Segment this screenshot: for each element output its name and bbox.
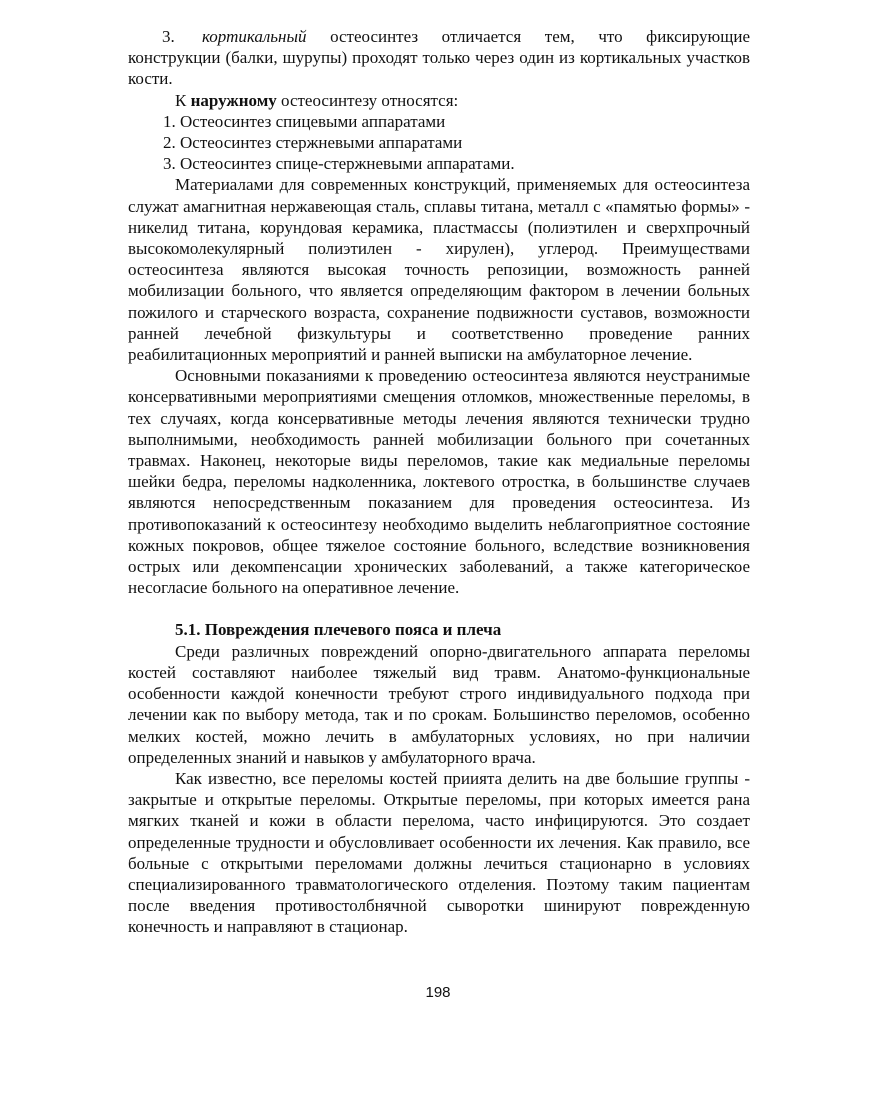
list-item: 3. Остеосинтез спице-стержневыми аппаратами. <box>163 154 515 174</box>
external-intro-prefix: К <box>175 90 191 110</box>
list-item: 1. Остеосинтез спицевыми аппаратами <box>163 111 446 131</box>
section-paragraph-1: Среди различных повреждений опорно-двигательного аппарата переломы костей составляют наиболее тяжелый вид травм. Анатомо-функциональные особенности каждой конечности требуют строго индивидуального подхода при лечении как по выбору метода, так и по срокам. Большинство переломов, особенно мелких костей, можно лечить в амбулаторных условиях, но при наличии определенных знаний и навыков у амбулаторного врача. <box>128 641 750 767</box>
item-3-text: остеосинтез отличается тем, что фиксирующие конструкции (балки, шурупы) проходят только через один из кортикальных участков кости. <box>128 27 750 89</box>
section-paragraph-2: Как известно, все переломы костей приията делить на две большие группы - закрытые и открытые переломы. Открытые переломы, при которых имеется рана мягких тканей и кожи в области перелома, часто инфицируются. Это создает определенные трудности и обусловливает особенности их лечения. Как правило, все больные с открытыми переломами должны лечиться стационарно в условиях специализированного травматологического отделения. Поэтому таким пациентам после введения противостолбнячной сыворотки шинируют поврежденную конечность и направляют в стационар. <box>128 768 750 937</box>
external-intro-bold: наружному <box>190 90 277 110</box>
section-heading: 5.1. Повреждения плечевого пояса и плеча <box>175 620 502 640</box>
indications-paragraph: Основными показаниями к проведению остеосинтеза являются неустранимые консервативными мероприятиями смещения отломков, множественные переломы, в тех случаях, когда консервативные методы лечения являются технически трудно выполнимыми, необходимость ранней мобилизации больного при сочетанных травмах. Наконец, некоторые виды переломов, такие как медиальные переломы шейки бедра, переломы надколенника, локтевого отростка, в большинстве случаев являются непосредственным показанием для проведения остеосинтеза. Из противопоказаний к остеосинтезу необходимо выделить неблагоприятное состояние кожных покровов, общее тяжелое состояние больного, вследствие возникновения острых или декомпенсации хронических заболеваний, а также категорическое несогласие больного на оперативное лечение. <box>128 366 750 598</box>
page-content <box>128 26 750 938</box>
page-number: 198 <box>425 984 451 1001</box>
list-item: 2. Остеосинтез стержневыми аппаратами <box>163 133 463 153</box>
external-intro <box>128 90 750 111</box>
materials-paragraph: Материалами для современных конструкций, применяемых для остеосинтеза служат амагнитная нержавеющая сталь, сплавы титана, металл с «памятью формы» - никелид титана, корундовая керамика, пластмассы (полиэтилен и сверхпрочный высокомолекулярный полиэтилен - хирулен), углерод. Преимуществами остеосинтеза являются высокая точность репозиции, возможность ранней мобилизации больного, что является определяющим фактором в лечении больных пожилого и старческого возраста, сохранение подвижности суставов, возможности ранней лечебной физкультуры и соответственно проведение ранних реабилитационных мероприятий и ранней выписки на амбулаторное лечение. <box>128 175 750 365</box>
external-intro-suffix: остеосинтезу относятся: <box>276 90 459 110</box>
item-3-paragraph <box>128 26 750 90</box>
external-list <box>128 111 750 175</box>
item-3-number: 3. <box>162 27 175 46</box>
item-3-term: кортикальный <box>202 27 307 46</box>
